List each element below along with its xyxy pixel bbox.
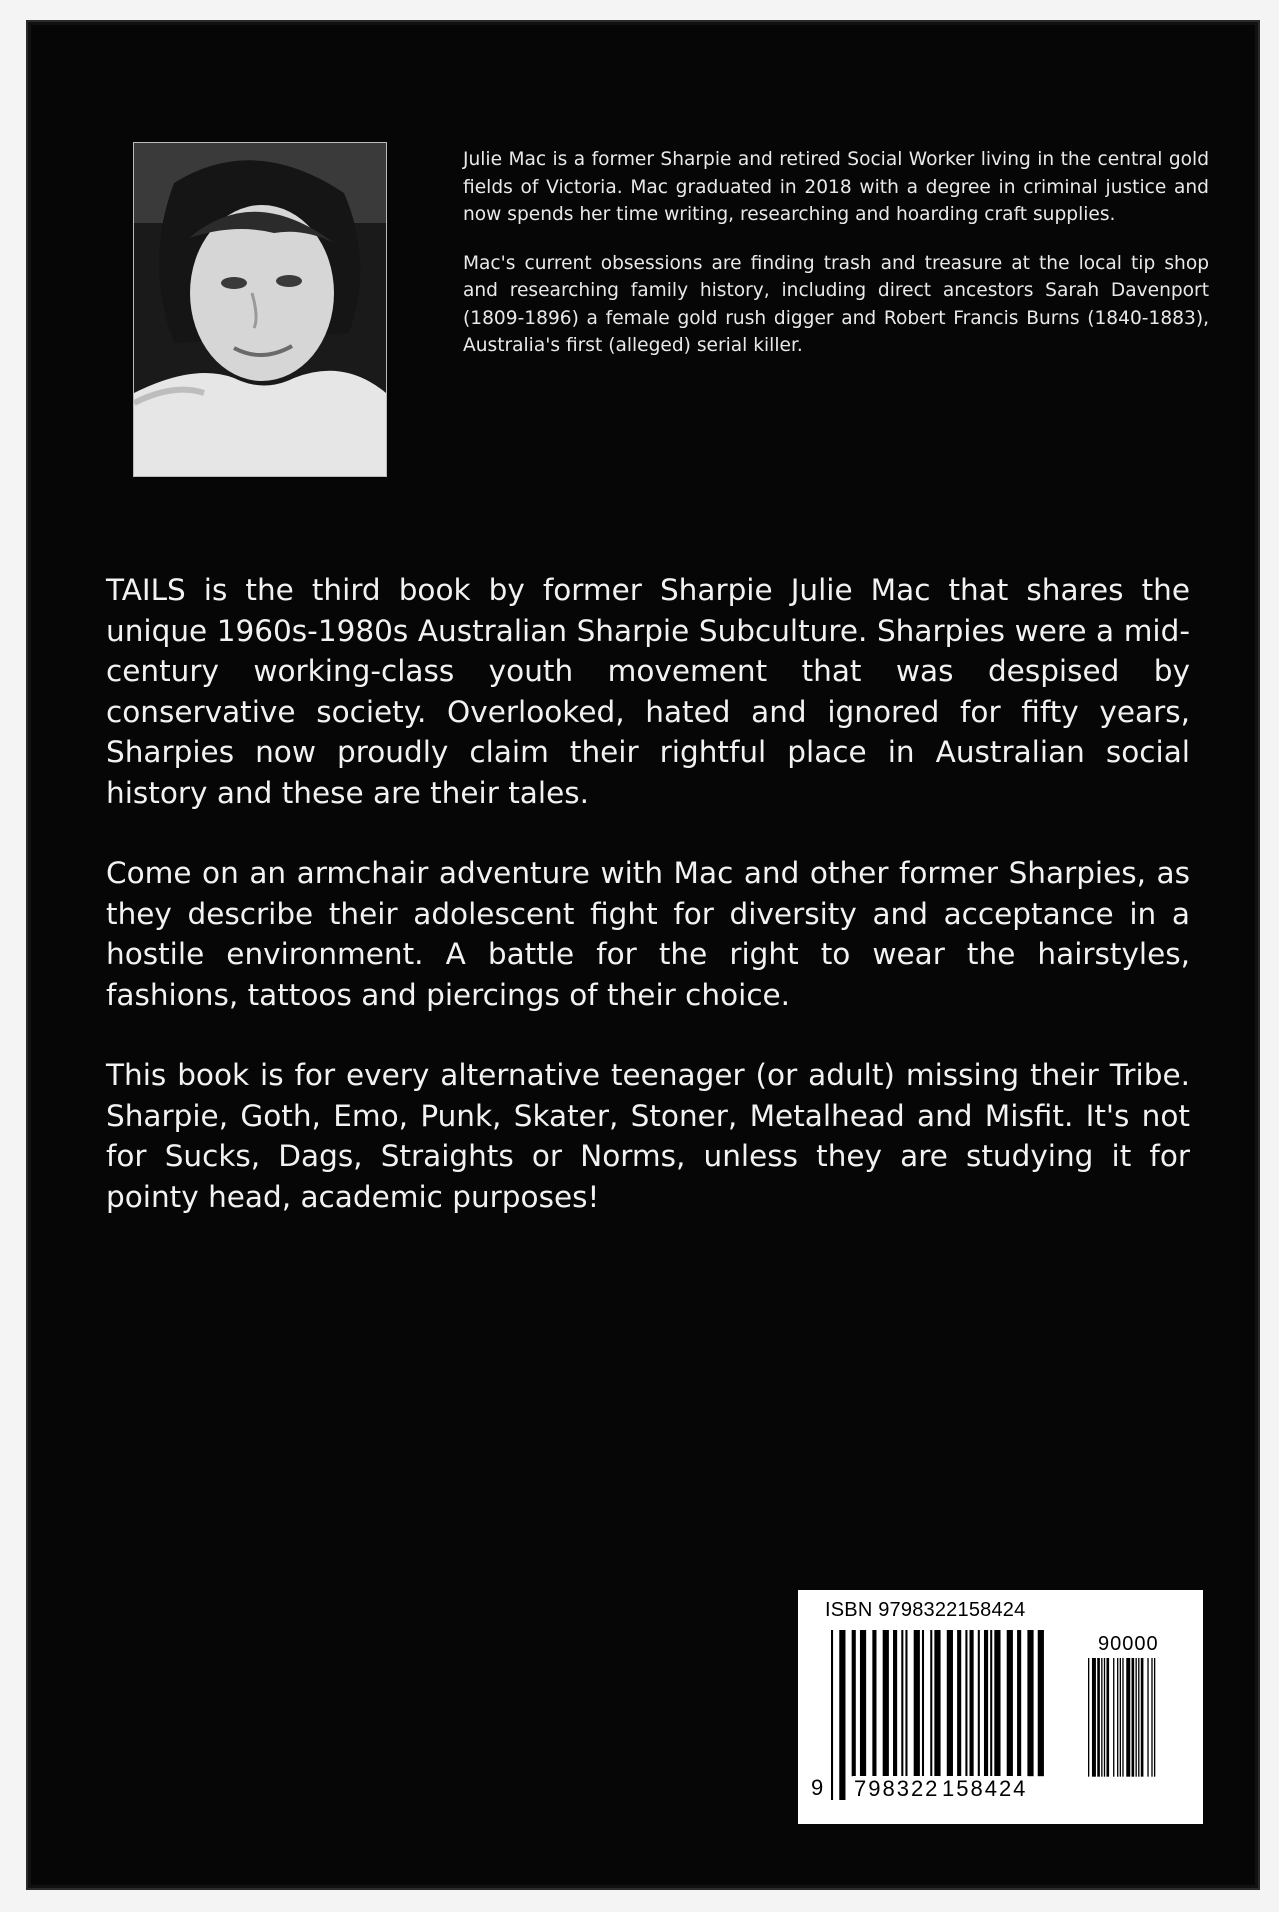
barcode-lead-digit: 9 [811,1775,826,1800]
blurb-paragraph: Come on an armchair adventure with Mac and other former Sharpies, as they describe their adolescent fight for diversity and acceptance in a hostile environment. A battle for the right to wear the hairstyles, fashions, tattoos and piercings of their choice. [106,856,1190,1012]
barcode-bar [1151,1658,1152,1777]
barcode-addon-bars [1088,1658,1183,1796]
barcode-bar [901,1630,903,1776]
barcode-bar [990,1630,992,1776]
barcode-bar [1154,1658,1155,1777]
barcode-bar [1092,1658,1096,1777]
barcode-bar [934,1630,940,1776]
barcode-bar [922,1630,924,1776]
barcode-bar [1106,1658,1109,1777]
barcode-bars [831,1630,1046,1800]
isbn-barcode [798,1590,1203,1824]
barcode-bar [883,1630,889,1776]
book-blurb [106,570,1190,1257]
barcode-bar [905,1630,907,1776]
barcode-bar [914,1630,920,1776]
barcode-bar [872,1630,876,1776]
barcode-bar [1122,1658,1123,1777]
blurb-paragraph: TAILS is the third book by former Sharpie Julie Mac that shares the unique 1960s-1980s Australian Sharpie Subculture. Sharpies were a mid-century working-class youth movement that was despised by conservative society. Overlooked, hated and ignored for fifty years, Sharpies now proudly claim their rightful place in Australian social history and these are their tales. [106,573,1190,810]
barcode-bar [1132,1658,1135,1777]
bio-paragraph: Julie Mac is a former Sharpie and retired Social Worker living in the central gold fields of Victoria. Mac graduated in 2018 with a degree in criminal justice and now spends her time writing, researching and hoarding craft supplies. [463,149,1209,225]
barcode-bar [1147,1658,1148,1777]
barcode-bar [1104,1658,1105,1777]
barcode-bar [1097,1658,1100,1777]
price-code: 90000 [1098,1633,1159,1655]
barcode-bar [984,1630,988,1776]
barcode-bar [839,1630,845,1800]
barcode-bar [860,1630,866,1776]
barcode-bar [1126,1658,1130,1777]
barcode-bar [1038,1630,1044,1776]
barcode-bar [978,1630,980,1776]
barcode-bar [1141,1658,1144,1777]
barcode-left-digits: 798322 [854,1776,940,1801]
barcode-bar [1117,1658,1118,1777]
barcode-bar [1101,1658,1102,1777]
bio-paragraph: Mac's current obsessions are finding trash and treasure at the local tip shop and researching family history, including direct ancestors Sarah Davenport (1809-1896) a female gold rush digger and Robert Francis Burns (1840-1883), Australia's first (alleged) serial killer. [463,252,1209,356]
barcode-bar [831,1630,833,1800]
barcode-bar [1136,1658,1137,1777]
barcode-bar [893,1630,897,1776]
barcode-bar [1113,1658,1114,1777]
book-back-cover [26,20,1260,1890]
barcode-bar [947,1630,953,1800]
author-bio [463,146,1209,381]
barcode-bar [1027,1630,1033,1776]
barcode-bar [1007,1630,1013,1776]
barcode-bar [994,1630,1000,1776]
barcode-right-digits: 158424 [942,1776,1028,1801]
blurb-paragraph: This book is for every alternative teenager (or adult) missing their Tribe. Sharpie, Goth, Emo, Punk, Skater, Stoner, Metalhead and Misfit. It's not for Sucks, Dags, Straights or Norms, unless they are studying it for pointy head, academic purposes! [106,1058,1190,1214]
barcode-bar [930,1630,932,1776]
barcode-bar [1120,1658,1121,1777]
isbn-label: ISBN 9798322158424 [825,1599,1026,1621]
author-portrait-icon [134,143,386,476]
barcode-bar [1017,1630,1021,1776]
barcode-bar [1138,1658,1139,1777]
barcode-bar [852,1630,856,1776]
barcode-bar [957,1630,961,1776]
barcode-bar [965,1630,967,1776]
barcode-bar [1088,1658,1089,1777]
author-photo [133,142,387,477]
barcode-bar [970,1630,974,1776]
